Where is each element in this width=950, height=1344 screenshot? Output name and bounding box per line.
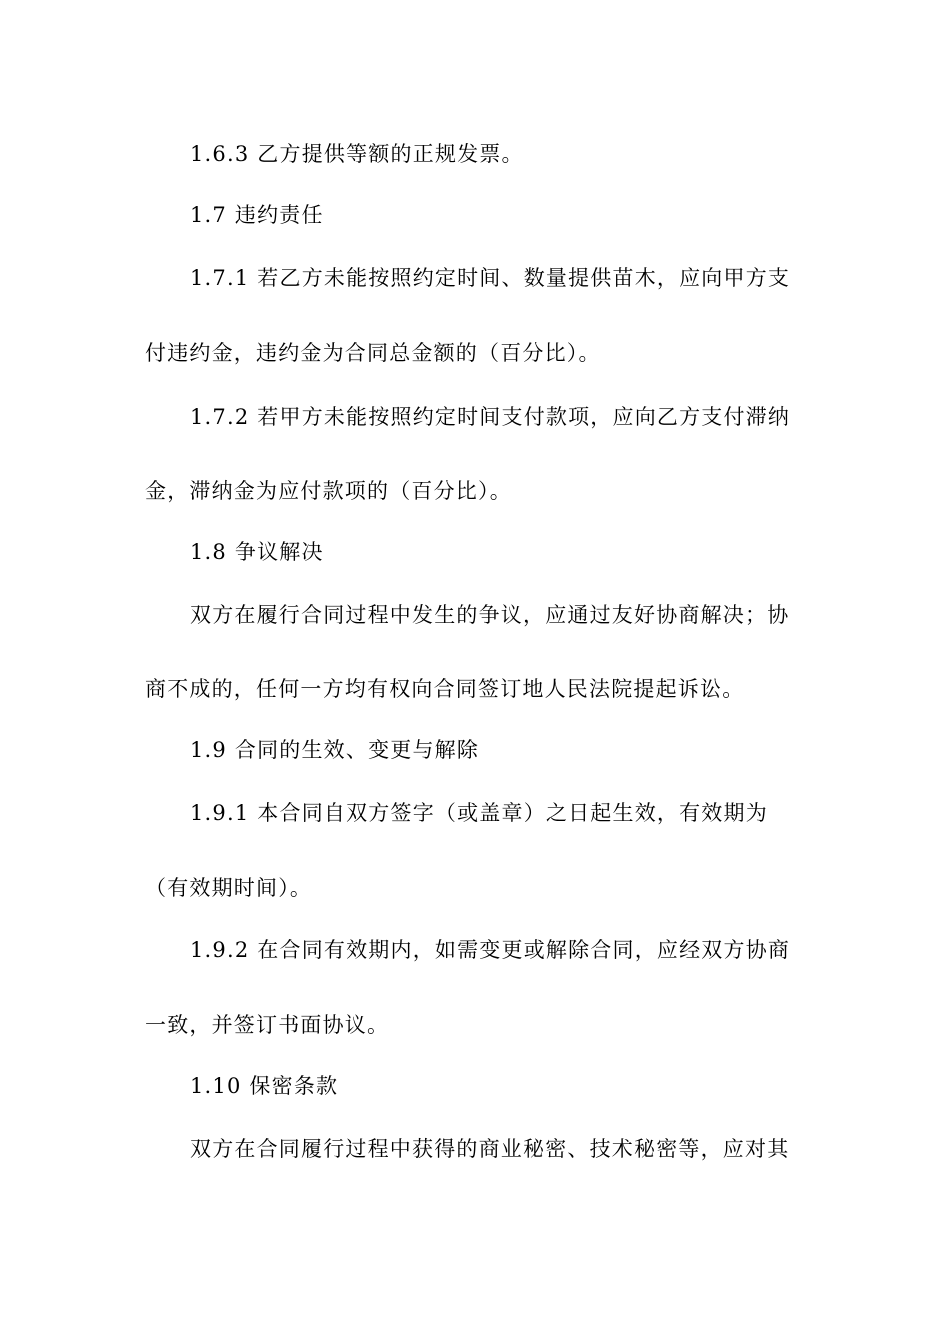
clause-1-6-3: 1.6.3 乙方提供等额的正规发票。 (190, 142, 524, 166)
dispute-paragraph-line-1: 双方在履行合同过程中发生的争议，应通过友好协商解决；协 (190, 603, 790, 627)
clause-1-7-1-line-1: 1.7.1 若乙方未能按照约定时间、数量提供苗木，应向甲方支 (190, 266, 791, 290)
clause-1-7-1-line-2: 付违约金，违约金为合同总金额的（百分比）。 (145, 341, 601, 365)
clause-1-9-1-line-1: 1.9.1 本合同自双方签字（或盖章）之日起生效，有效期为 (190, 801, 768, 825)
confidentiality-paragraph-line-1: 双方在合同履行过程中获得的商业秘密、技术秘密等，应对其 (190, 1137, 790, 1161)
clause-1-9-2-line-1: 1.9.2 在合同有效期内，如需变更或解除合同，应经双方协商 (190, 938, 791, 962)
section-heading-1-9: 1.9 合同的生效、变更与解除 (190, 738, 480, 762)
section-heading-1-10: 1.10 保密条款 (190, 1074, 339, 1098)
clause-1-7-2-line-1: 1.7.2 若甲方未能按照约定时间支付款项，应向乙方支付滞纳 (190, 405, 791, 429)
clause-1-9-2-line-2: 一致，并签订书面协议。 (145, 1013, 390, 1037)
clause-1-7-2-line-2: 金，滞纳金为应付款项的（百分比）。 (145, 479, 512, 503)
section-heading-1-7: 1.7 违约责任 (190, 203, 324, 227)
section-heading-1-8: 1.8 争议解决 (190, 540, 324, 564)
clause-1-9-1-line-2: （有效期时间）。 (145, 876, 313, 900)
dispute-paragraph-line-2: 商不成的，任何一方均有权向合同签订地人民法院提起诉讼。 (145, 677, 745, 701)
